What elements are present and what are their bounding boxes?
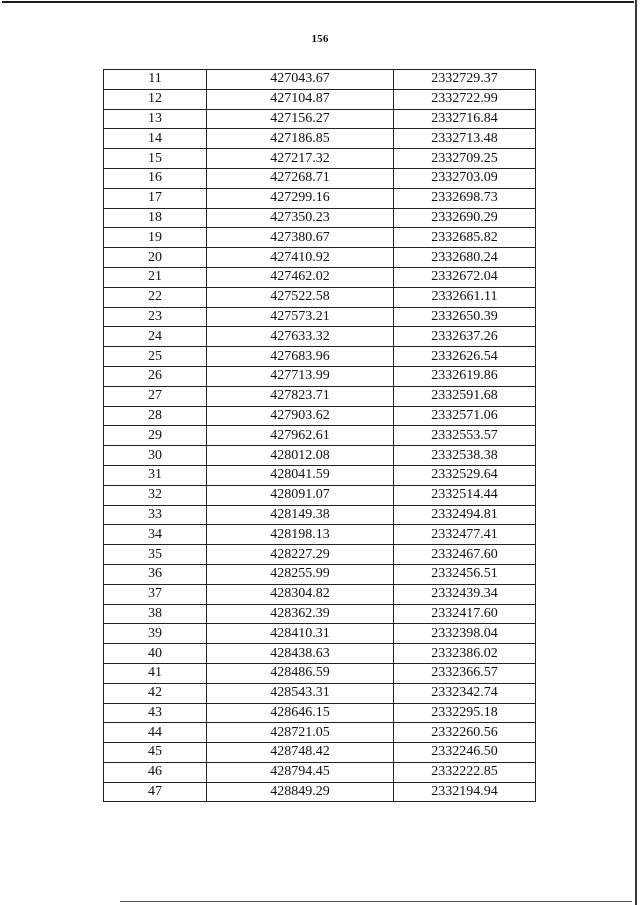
x-coordinate-cell: 427462.02 — [207, 267, 394, 287]
point-number-cell: 15 — [104, 149, 207, 169]
point-number-cell: 17 — [104, 188, 207, 208]
y-coordinate-cell: 2332366.57 — [394, 663, 536, 683]
point-number-cell: 39 — [104, 624, 207, 644]
table-row — [104, 89, 536, 109]
x-coordinate-cell: 427380.67 — [207, 228, 394, 248]
y-coordinate-cell: 2332398.04 — [394, 624, 536, 644]
point-number-cell: 33 — [104, 505, 207, 525]
x-coordinate-cell: 428149.38 — [207, 505, 394, 525]
x-coordinate-cell: 428543.31 — [207, 683, 394, 703]
point-number-cell: 46 — [104, 762, 207, 782]
y-coordinate-cell: 2332514.44 — [394, 485, 536, 505]
x-coordinate-cell: 428198.13 — [207, 525, 394, 545]
x-coordinate-cell: 428486.59 — [207, 663, 394, 683]
y-coordinate-cell: 2332417.60 — [394, 604, 536, 624]
y-coordinate-cell: 2332529.64 — [394, 465, 536, 485]
table-row — [104, 228, 536, 248]
x-coordinate-cell: 427823.71 — [207, 386, 394, 406]
x-coordinate-cell: 428012.08 — [207, 446, 394, 466]
table-row — [104, 762, 536, 782]
y-coordinate-cell: 2332538.38 — [394, 446, 536, 466]
x-coordinate-cell: 427156.27 — [207, 109, 394, 129]
x-coordinate-cell: 428438.63 — [207, 644, 394, 664]
table-row — [104, 208, 536, 228]
table-row — [104, 703, 536, 723]
y-coordinate-cell: 2332222.85 — [394, 762, 536, 782]
point-number-cell: 28 — [104, 406, 207, 426]
table-row — [104, 109, 536, 129]
x-coordinate-cell: 427104.87 — [207, 89, 394, 109]
y-coordinate-cell: 2332690.29 — [394, 208, 536, 228]
table-row — [104, 644, 536, 664]
point-number-cell: 19 — [104, 228, 207, 248]
y-coordinate-cell: 2332194.94 — [394, 782, 536, 802]
table-row — [104, 683, 536, 703]
y-coordinate-cell: 2332703.09 — [394, 168, 536, 188]
table-row — [104, 505, 536, 525]
y-coordinate-cell: 2332591.68 — [394, 386, 536, 406]
y-coordinate-cell: 2332456.51 — [394, 564, 536, 584]
y-coordinate-cell: 2332439.34 — [394, 584, 536, 604]
point-number-cell: 45 — [104, 743, 207, 763]
y-coordinate-cell: 2332260.56 — [394, 723, 536, 743]
table-row — [104, 485, 536, 505]
table-row — [104, 327, 536, 347]
point-number-cell: 37 — [104, 584, 207, 604]
x-coordinate-cell: 427043.67 — [207, 70, 394, 90]
point-number-cell: 36 — [104, 564, 207, 584]
y-coordinate-cell: 2332626.54 — [394, 347, 536, 367]
x-coordinate-cell: 428304.82 — [207, 584, 394, 604]
scan-edge-top — [2, 1, 634, 3]
table-row — [104, 307, 536, 327]
point-number-cell: 24 — [104, 327, 207, 347]
y-coordinate-cell: 2332295.18 — [394, 703, 536, 723]
table-row — [104, 129, 536, 149]
point-number-cell: 18 — [104, 208, 207, 228]
y-coordinate-cell: 2332637.26 — [394, 327, 536, 347]
coordinate-table — [103, 69, 536, 802]
y-coordinate-cell: 2332729.37 — [394, 70, 536, 90]
x-coordinate-cell: 427713.99 — [207, 366, 394, 386]
table-row — [104, 564, 536, 584]
y-coordinate-cell: 2332467.60 — [394, 545, 536, 565]
x-coordinate-cell: 428646.15 — [207, 703, 394, 723]
point-number-cell: 27 — [104, 386, 207, 406]
table-row — [104, 624, 536, 644]
point-number-cell: 26 — [104, 366, 207, 386]
point-number-cell: 29 — [104, 426, 207, 446]
y-coordinate-cell: 2332619.86 — [394, 366, 536, 386]
y-coordinate-cell: 2332246.50 — [394, 743, 536, 763]
y-coordinate-cell: 2332685.82 — [394, 228, 536, 248]
table-row — [104, 426, 536, 446]
x-coordinate-cell: 427299.16 — [207, 188, 394, 208]
y-coordinate-cell: 2332650.39 — [394, 307, 536, 327]
y-coordinate-cell: 2332716.84 — [394, 109, 536, 129]
point-number-cell: 47 — [104, 782, 207, 802]
table-row — [104, 604, 536, 624]
table-row — [104, 366, 536, 386]
y-coordinate-cell: 2332661.11 — [394, 287, 536, 307]
y-coordinate-cell: 2332698.73 — [394, 188, 536, 208]
table-row — [104, 446, 536, 466]
table-row — [104, 743, 536, 763]
point-number-cell: 31 — [104, 465, 207, 485]
table-row — [104, 782, 536, 802]
table-row — [104, 267, 536, 287]
x-coordinate-cell: 428410.31 — [207, 624, 394, 644]
point-number-cell: 12 — [104, 89, 207, 109]
y-coordinate-cell: 2332713.48 — [394, 129, 536, 149]
y-coordinate-cell: 2332709.25 — [394, 149, 536, 169]
y-coordinate-cell: 2332386.02 — [394, 644, 536, 664]
x-coordinate-cell: 427217.32 — [207, 149, 394, 169]
table-row — [104, 347, 536, 367]
x-coordinate-cell: 428227.29 — [207, 545, 394, 565]
x-coordinate-cell: 427186.85 — [207, 129, 394, 149]
table-row — [104, 70, 536, 90]
table-row — [104, 168, 536, 188]
table-row — [104, 287, 536, 307]
point-number-cell: 44 — [104, 723, 207, 743]
y-coordinate-cell: 2332342.74 — [394, 683, 536, 703]
point-number-cell: 23 — [104, 307, 207, 327]
point-number-cell: 41 — [104, 663, 207, 683]
point-number-cell: 11 — [104, 70, 207, 90]
x-coordinate-cell: 428362.39 — [207, 604, 394, 624]
table-row — [104, 188, 536, 208]
table-row — [104, 545, 536, 565]
point-number-cell: 22 — [104, 287, 207, 307]
point-number-cell: 14 — [104, 129, 207, 149]
table-row — [104, 248, 536, 268]
point-number-cell: 40 — [104, 644, 207, 664]
x-coordinate-cell: 427903.62 — [207, 406, 394, 426]
y-coordinate-cell: 2332553.57 — [394, 426, 536, 446]
point-number-cell: 30 — [104, 446, 207, 466]
x-coordinate-cell: 428721.05 — [207, 723, 394, 743]
point-number-cell: 43 — [104, 703, 207, 723]
y-coordinate-cell: 2332494.81 — [394, 505, 536, 525]
x-coordinate-cell: 427268.71 — [207, 168, 394, 188]
page-number: 156 — [311, 33, 329, 45]
point-number-cell: 34 — [104, 525, 207, 545]
x-coordinate-cell: 428255.99 — [207, 564, 394, 584]
x-coordinate-cell: 428091.07 — [207, 485, 394, 505]
point-number-cell: 42 — [104, 683, 207, 703]
table-row — [104, 149, 536, 169]
x-coordinate-cell: 427350.23 — [207, 208, 394, 228]
point-number-cell: 13 — [104, 109, 207, 129]
point-number-cell: 38 — [104, 604, 207, 624]
point-number-cell: 20 — [104, 248, 207, 268]
y-coordinate-cell: 2332571.06 — [394, 406, 536, 426]
table-row — [104, 525, 536, 545]
table-row — [104, 465, 536, 485]
y-coordinate-cell: 2332477.41 — [394, 525, 536, 545]
x-coordinate-cell: 428748.42 — [207, 743, 394, 763]
coordinate-table-body — [104, 70, 536, 802]
scan-edge-bottom — [120, 901, 632, 902]
table-row — [104, 406, 536, 426]
y-coordinate-cell: 2332680.24 — [394, 248, 536, 268]
y-coordinate-cell: 2332672.04 — [394, 267, 536, 287]
x-coordinate-cell: 428849.29 — [207, 782, 394, 802]
point-number-cell: 16 — [104, 168, 207, 188]
table-row — [104, 386, 536, 406]
table-row — [104, 663, 536, 683]
point-number-cell: 32 — [104, 485, 207, 505]
x-coordinate-cell: 427683.96 — [207, 347, 394, 367]
table-row — [104, 584, 536, 604]
x-coordinate-cell: 428041.59 — [207, 465, 394, 485]
x-coordinate-cell: 427962.61 — [207, 426, 394, 446]
point-number-cell: 35 — [104, 545, 207, 565]
x-coordinate-cell: 427522.58 — [207, 287, 394, 307]
table-row — [104, 723, 536, 743]
point-number-cell: 25 — [104, 347, 207, 367]
x-coordinate-cell: 427573.21 — [207, 307, 394, 327]
scan-edge-right — [635, 0, 637, 905]
y-coordinate-cell: 2332722.99 — [394, 89, 536, 109]
x-coordinate-cell: 428794.45 — [207, 762, 394, 782]
point-number-cell: 21 — [104, 267, 207, 287]
x-coordinate-cell: 427633.32 — [207, 327, 394, 347]
x-coordinate-cell: 427410.92 — [207, 248, 394, 268]
